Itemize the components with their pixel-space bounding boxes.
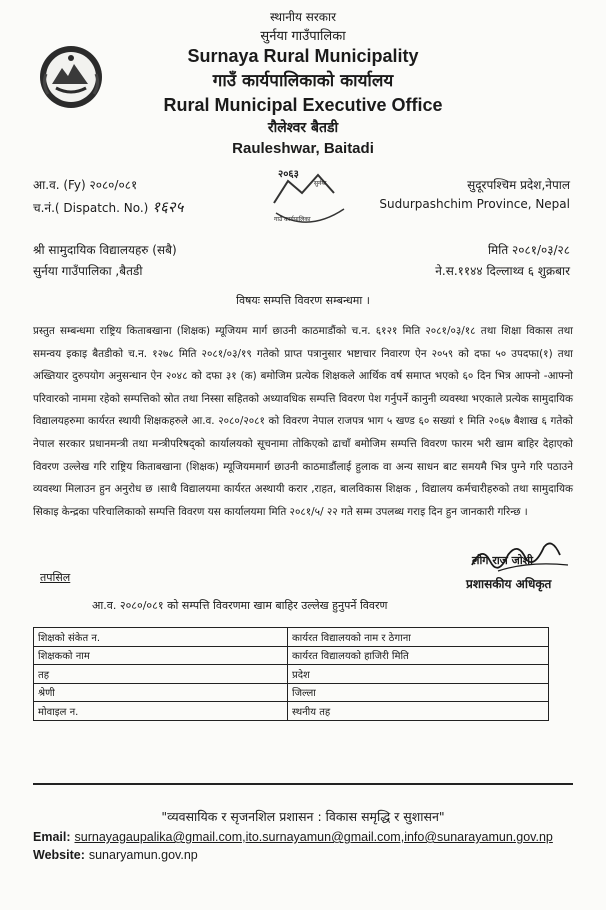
envelope-note: आ.व. २०८०/०८१ को सम्पत्ति विवरणमा खाम बाहिर उल्लेख हुनुपर्ने विवरण: [92, 599, 388, 612]
dispatch-value: १६२५: [152, 198, 184, 216]
table-row: [34, 665, 549, 684]
location-np: रौलेश्वर बैतडी: [267, 120, 339, 136]
details-heading: तपसिल: [40, 571, 71, 584]
website-link[interactable]: sunaryamun.gov.np: [88, 848, 198, 862]
table-row: [34, 646, 549, 665]
body-paragraph: प्रस्तुत सम्बन्धमा राष्ट्रिय किताबखाना (शिक्षक) म्यूजियम मार्ग छाउनी काठमाडौंको च.न. ६१२१ मिति २०८१/०३/१८ तथा शिक्षा विकास तथा समन्वय इकाइ बैतडीको च.न. १२७८ मिति २०८१/०३/१९ गतेको प्राप्त पत्रानुसार भष्टाचार निवारण ऐन २०५९ को दफा ५० उपदफा(१) तथा अख्तियार दुरुपयोग अनुसन्धान ऐन २०४८ को दफा ३१ (क) बमोजिम प्रत्येक शिक्षकले आर्थिक वर्ष समाप्त भएको ६० दिन भित्र आफ्नो -आफ्नो परिवारको नाममा रहेको सम्पत्तिको स्रोत तथा निस्सा सहितको अध्यावधिक सम्पत्ति विवरण पेश गर्नुपर्ने कानुनी व्यवस्था भएकाले प्रत्येक सामुदायिक विद्यालयहरुमा कार्यरत स्थायी शिक्षकहरुले आ.व. २०८०/२०८१ को विवरण नेपाल राजपत्र भाग ५ खण्ड ६० सख्यां १ मिति २०६७ बैशाख ६ गतेको नेपाल सरकार प्रधानमन्त्री तथा मन्त्रीपरिषद्को कार्यालयको सूचनामा तोकिएको ढाचाँ बमोजिम सम्पत्ति विवरण फारम भरी खाम बाहिर देहाएको विवरण उल्लेख गरि राष्ट्रिय किताबखाना (शिक्षक) म्यूजियममार्ग छाउनी काठमाडौंलाई हुलाक वा अन्य साधन बाट समयमै भित्र पुग्ने गरि पठाउने व्यवस्था मिलाउन हुन अनुरोध छ ।साथै विद्यालयमा कार्यरत अस्थायी करार ,राहत, बालविकास शिक्षक , विद्यालय कर्मचारीहरुको तथा सामुदायिक सिकाइ केन्द्रका परिचालिकाको सम्पत्ति विवरण यस कार्यालयमा मिति २०८१/५/ २२ गते सम्म उपलब्ध गराइ दिन हुन जानकारी गरिन्छ ।: [33, 325, 573, 518]
recipient-line-1: श्री सामुदायिक विद्यालयहरु (सबै): [33, 243, 177, 257]
email-label: Email:: [33, 830, 71, 844]
table-cell-right: कार्यरत विद्यालयको हाजिरी मिति: [288, 646, 549, 665]
table-cell-left: शिक्षकको नाम: [34, 646, 288, 665]
footer-website: [33, 847, 198, 862]
table-cell-left: श्रेणी: [34, 683, 288, 702]
table-cell-left: तह: [34, 665, 288, 684]
svg-text:सुर्नया: सुर्नया: [314, 180, 327, 187]
table-row: [34, 683, 549, 702]
table-row: [34, 628, 549, 647]
province-en: Sudurpashchim Province, Nepal: [379, 197, 570, 211]
table-cell-right: प्रदेश: [288, 665, 549, 684]
letter-subject: विषयः सम्पत्ति विवरण सम्बन्धमा ।: [236, 294, 370, 307]
local-government-label: स्थानीय सरकार: [270, 10, 336, 24]
letter-date: मिति २०८१/०३/२८: [487, 243, 570, 257]
fiscal-year: आ.व. (Fy) २०८०/०८१: [33, 178, 138, 192]
email-link[interactable]: surnayagaupalika@gmail.com,ito.surnayamun@gmail.com,info@sunarayamun.gov.np: [74, 830, 553, 844]
footer-slogan: "व्यवसायिक र सृजनशिल प्रशासन : विकास समृद्धि र सुशासन": [161, 809, 445, 824]
svg-text:२०६३: २०६३: [278, 169, 299, 180]
dispatch-number: [33, 197, 183, 217]
footer-email: [33, 829, 553, 844]
table-cell-left: शिक्षको संकेत न.: [34, 628, 288, 647]
letter-date-nepal-sambat: ने.स.११४४ दिल्लाथ्व ६ शुक्रबार: [435, 264, 570, 278]
table-cell-right: स्थनीय तह: [288, 702, 549, 721]
municipality-name-np: सुर्नया गाउँपालिका: [260, 29, 346, 44]
website-label: Website:: [33, 848, 85, 862]
footer-divider: [33, 783, 573, 785]
table-cell-left: मोवाइल न.: [34, 702, 288, 721]
svg-text:गाउँ कार्यपालिका: गाउँ कार्यपालिका: [274, 216, 311, 223]
recipient-line-2: सुर्नया गाउँपालिका ,बैतडी: [33, 264, 143, 278]
table-cell-right: जिल्ला: [288, 683, 549, 702]
table-cell-right: कार्यरत विद्यालयको नाम र ठेगाना: [288, 628, 549, 647]
official-stamp: [268, 163, 350, 235]
dispatch-label: च.नं.( Dispatch. No.): [33, 201, 149, 215]
letter-body: [33, 320, 573, 523]
signatory-name: लोग राज जोशी: [472, 554, 534, 567]
office-name-en: Rural Municipal Executive Office: [163, 95, 443, 115]
table-row: [34, 702, 549, 721]
location-en: Rauleshwar, Baitadi: [232, 140, 374, 157]
office-name-np: गाउँ कार्यपालिकाको कार्यालय: [212, 71, 394, 91]
envelope-details-table: [33, 627, 549, 721]
municipality-name-en: Surnaya Rural Municipality: [187, 46, 419, 66]
province-np: सुदूरपश्चिम प्रदेश,नेपाल: [467, 178, 570, 192]
signatory-title: प्रशासकीय अधिकृत: [466, 577, 552, 591]
